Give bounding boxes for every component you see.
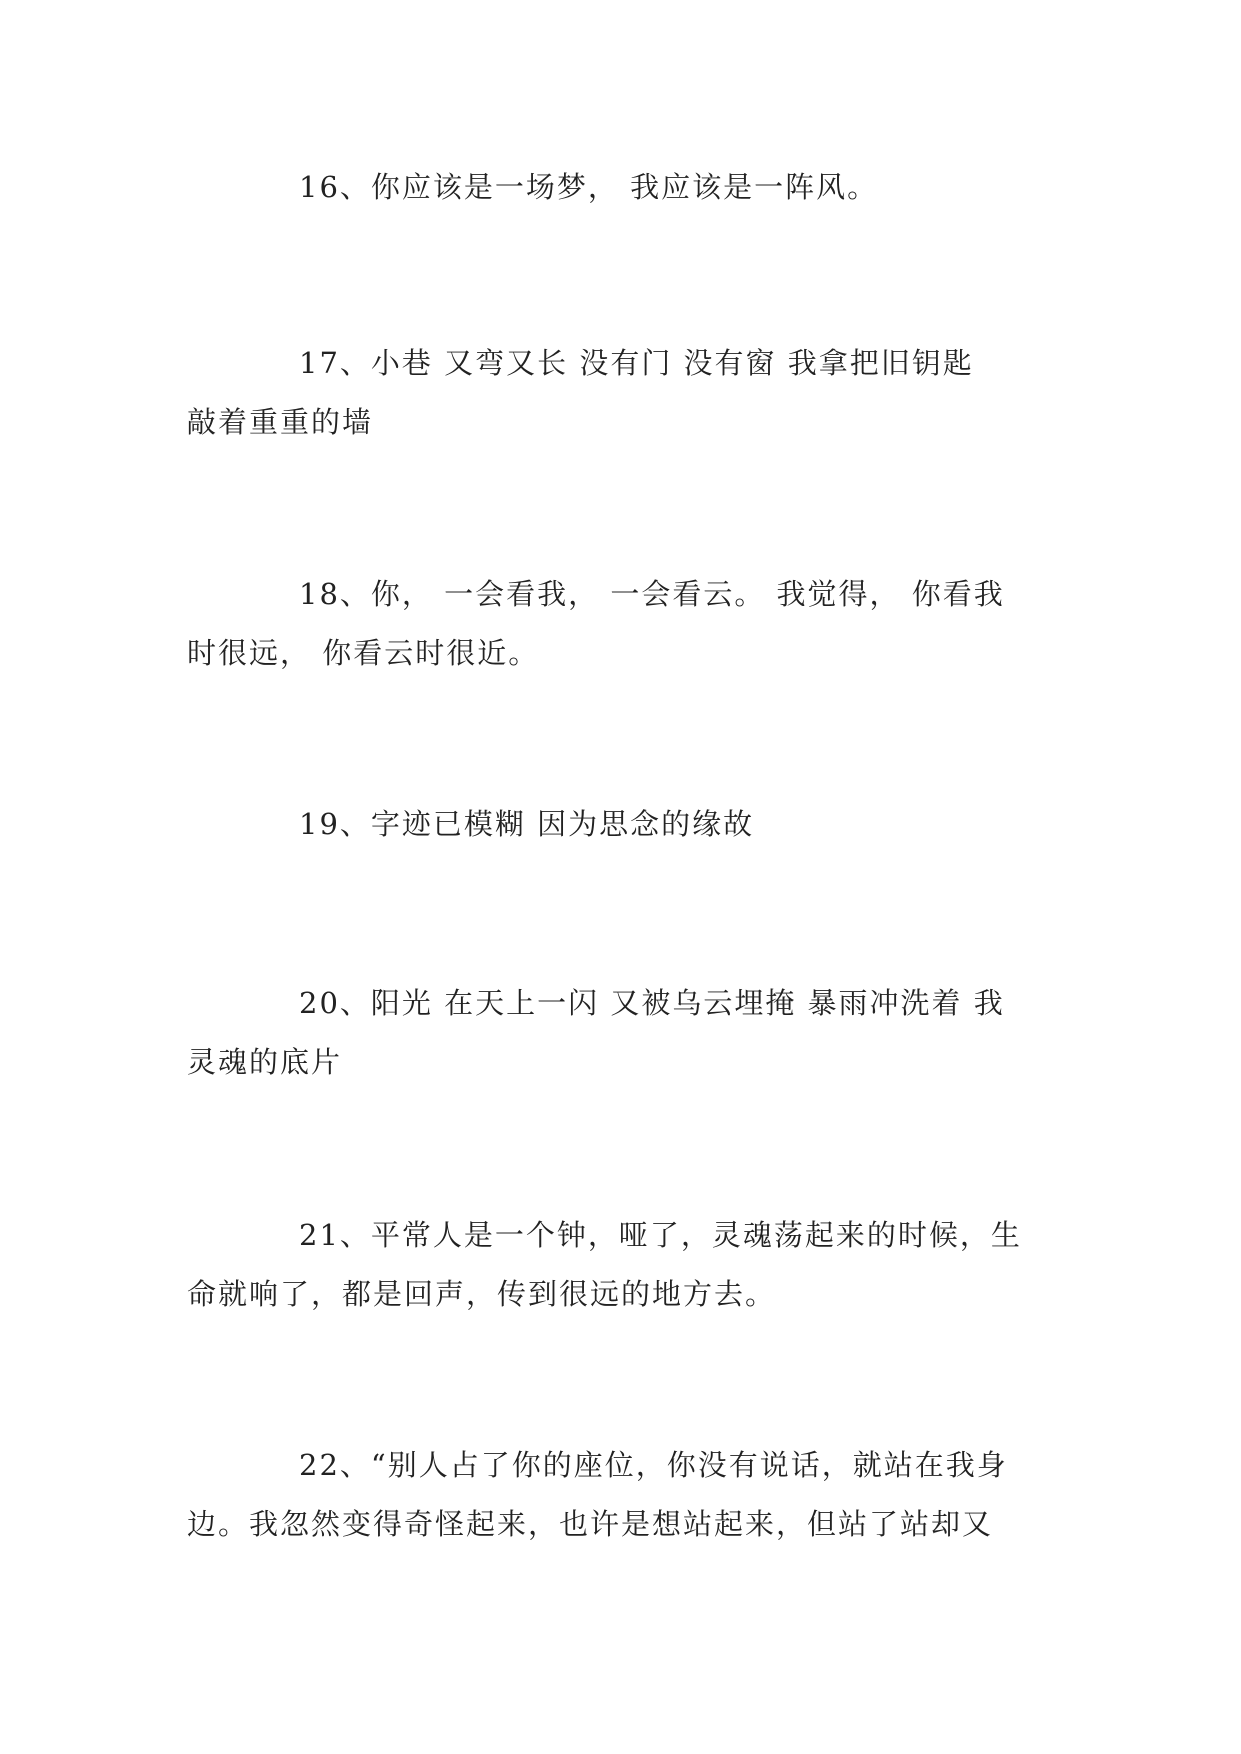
paragraph-20 <box>187 974 1047 1092</box>
paragraph-line: 19、字迹已模糊 因为思念的缘故 <box>299 807 755 841</box>
paragraph-line: 敲着重重的墙 <box>187 405 374 439</box>
paragraph-18 <box>187 565 1047 683</box>
paragraph-21 <box>187 1206 1047 1324</box>
paragraph-line: 边。我忽然变得奇怪起来，也许是想站起来，但站了站却又 <box>187 1507 994 1541</box>
paragraph-19 <box>187 795 1047 854</box>
paragraph-line: 命就响了，都是回声，传到很远的地方去。 <box>187 1277 777 1311</box>
paragraph-line: 22、“别人占了你的座位，你没有说话，就站在我身 <box>299 1448 1008 1482</box>
paragraph-line: 17、小巷 又弯又长 没有门 没有窗 我拿把旧钥匙 <box>299 346 974 380</box>
paragraph-line: 16、你应该是一场梦， 我应该是一阵风。 <box>299 170 879 204</box>
paragraph-line: 21、平常人是一个钟，哑了，灵魂荡起来的时候，生 <box>299 1218 1022 1252</box>
paragraph-16 <box>187 158 1047 217</box>
paragraph-17 <box>187 334 1047 452</box>
paragraph-22 <box>187 1436 1047 1554</box>
paragraph-line: 时很远， 你看云时很近。 <box>187 636 540 670</box>
paragraph-line: 灵魂的底片 <box>187 1045 343 1079</box>
paragraph-line: 18、你， 一会看我， 一会看云。 我觉得， 你看我 <box>299 577 1005 611</box>
paragraph-line: 20、阳光 在天上一闪 又被乌云埋掩 暴雨冲洗着 我 <box>299 986 1005 1020</box>
